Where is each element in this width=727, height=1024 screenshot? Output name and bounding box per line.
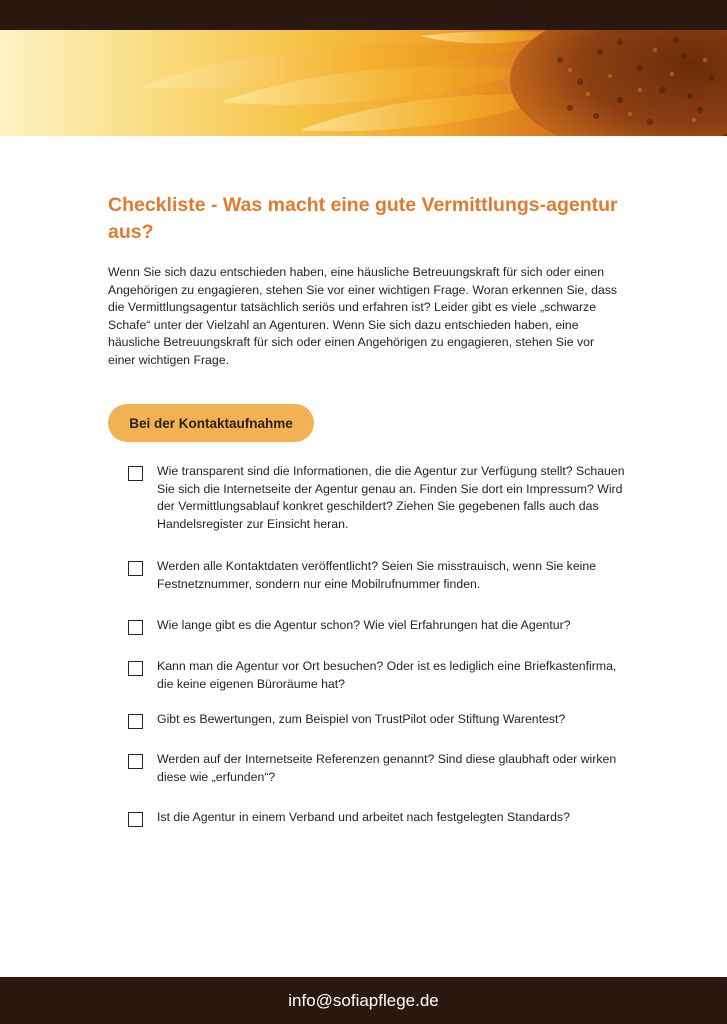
section-heading-kontaktaufnahme bbox=[108, 404, 314, 442]
footer-bar bbox=[0, 977, 727, 1024]
checkbox[interactable] bbox=[128, 561, 143, 576]
document-content bbox=[108, 192, 618, 370]
checklist-item bbox=[128, 617, 628, 635]
checklist-item bbox=[128, 463, 628, 533]
checklist-item bbox=[128, 658, 628, 693]
checklist-item bbox=[128, 809, 628, 827]
checklist-item-text: Kann man die Agentur vor Ort besuchen? Oder ist es lediglich eine Briefkastenfirma, die keine eigenen Büroräume hat? bbox=[157, 659, 617, 691]
checklist-item-text: Werden alle Kontaktdaten veröffentlicht? Seien Sie misstrauisch, wenn Sie keine Festnetznummer, sondern nur eine Mobilrufnummer finden. bbox=[157, 559, 597, 591]
checklist-item bbox=[128, 711, 628, 729]
checkbox[interactable] bbox=[128, 620, 143, 635]
checklist-item bbox=[128, 558, 628, 593]
checklist-item-text: Wie transparent sind die Informationen, die die Agentur zur Verfügung stellt? Schauen Sie sich die Internetseite der Agentur genau an. Finden Sie dort ein Impressum? Wird der Vermittlungsablauf konkret geschildert? Ziehen Sie gegebenen falls auch das Handelsregister zur Einsicht heran. bbox=[157, 464, 625, 531]
page-title: Checkliste - Was macht eine gute Vermittlungs-agentur aus? bbox=[108, 194, 618, 243]
footer-email: info@sofiapflege.de bbox=[288, 990, 439, 1010]
checklist-item-text: Gibt es Bewertungen, zum Beispiel von TrustPilot oder Stiftung Warentest? bbox=[157, 712, 566, 726]
checkbox[interactable] bbox=[128, 812, 143, 827]
checkbox[interactable] bbox=[128, 466, 143, 481]
checkbox[interactable] bbox=[128, 754, 143, 769]
top-bar bbox=[0, 0, 727, 30]
checklist-item bbox=[128, 751, 628, 786]
checklist-item-text: Werden auf der Internetseite Referenzen genannt? Sind diese glaubhaft oder wirken diese wie „erfunden“? bbox=[157, 752, 617, 784]
checkbox[interactable] bbox=[128, 714, 143, 729]
intro-paragraph: Wenn Sie sich dazu entschieden haben, eine häusliche Betreuungskraft für sich oder einen Angehörigen zu engagieren, stehen Sie vor einer wichtigen Frage. Woran erkennen Sie, dass die Vermittlungsagentur tatsächlich seriös und erfahren ist? Leider gibt es viele „schwarze Schafe“ unter der Vielzahl an Agenturen. Wenn Sie sich dazu entschieden haben, eine häusliche Betreuungskraft für sich oder einen Angehörigen zu engagieren, stehen Sie vor einer wichtigen Frage. bbox=[108, 265, 618, 367]
sunflower-header-image bbox=[0, 30, 727, 136]
checkbox[interactable] bbox=[128, 661, 143, 676]
checklist-item-text: Wie lange gibt es die Agentur schon? Wie viel Erfahrungen hat die Agentur? bbox=[157, 618, 571, 632]
section-heading-label: Bei der Kontaktaufnahme bbox=[129, 415, 293, 431]
checklist-item-text: Ist die Agentur in einem Verband und arbeitet nach festgelegten Standards? bbox=[157, 810, 570, 824]
